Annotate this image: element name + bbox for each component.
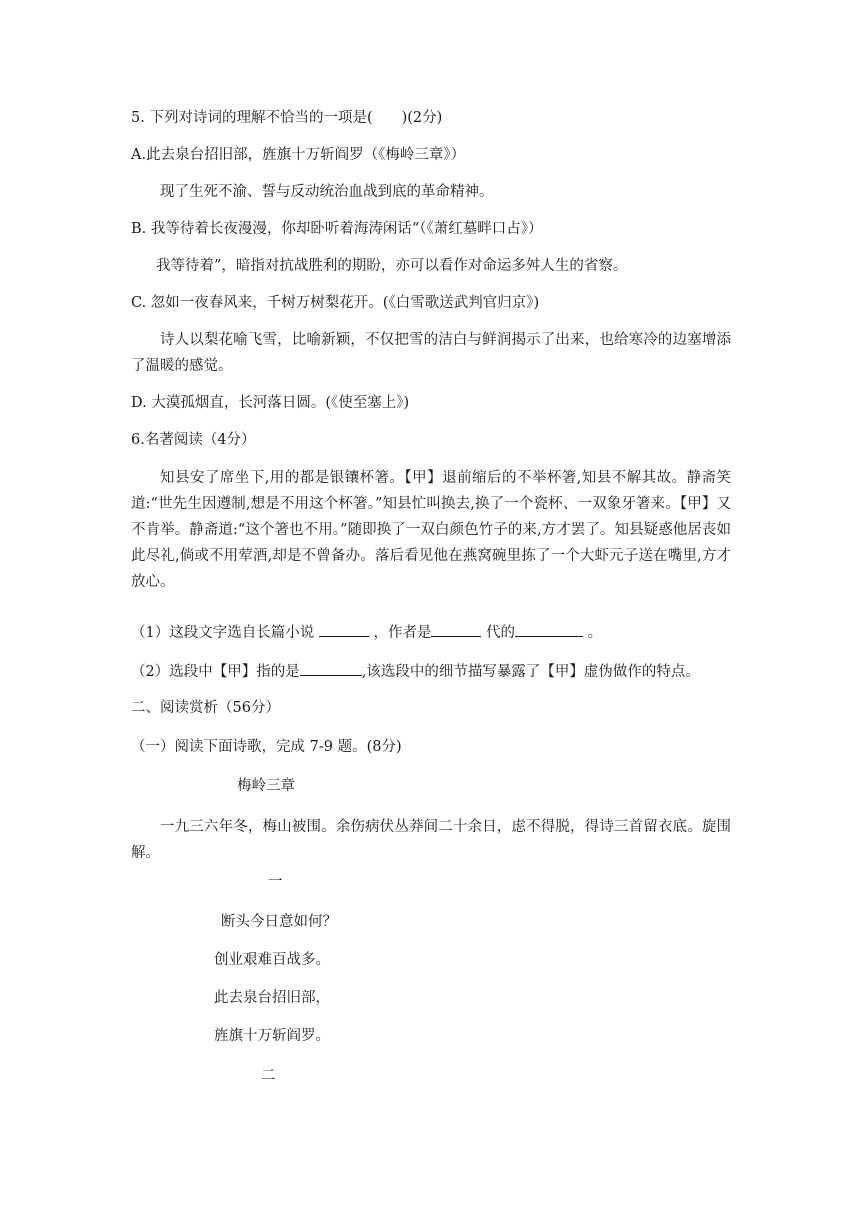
q5-option-b-explanation: 我等待着”，暗指对抗战胜利的期盼，亦可以看作对命运多舛人生的省察。 (156, 258, 628, 274)
poem-title: 梅岭三章 (237, 778, 295, 794)
poem-line-3: 此去泉台招旧部， (214, 990, 330, 1006)
q6-sub2-text-b: ,该选段中的细节描写暴露了【甲】虚伪做作的特点。 (361, 664, 700, 680)
q5-option-a-explanation: 现了生死不渝、誓与反动统治血战到底的革命精神。 (160, 184, 494, 200)
q6-passage: 知县安了席坐下,用的都是银镶杯箸。【甲】退前缩后的不举杯箸,知县不解其故。静斋笑道:“世先生因遵制,想是不用这个杯箸。”知县忙叫换去,换了一个瓷杯、一双象牙箸来。【甲】又不肯举。静斋道:“这个箸也不用。”随即换了一双白颜色竹子的来,方才罢了。知县疑惑他居丧如此尽礼,倘或不用荤酒,却是不曾备办。落后看见他在燕窝碗里拣了一个大虾元子送在嘴里,方才放心。 (131, 470, 731, 590)
poem-preface: 一九三六年冬，梅山被围。余伤病伏丛莽间二十余日，虑不得脱，得诗三首留衣底。旋围解。 (131, 819, 731, 861)
poem-line-1: 断头今日意如何？ (221, 914, 337, 930)
q5-option-c: C. 忽如一夜春风来，千树万树梨花开。(《白雪歌送武判官归京》) (131, 295, 540, 311)
poem-line-4: 旌旗十万斩阎罗。 (214, 1028, 330, 1044)
q6-sub2-text-a: （2）选段中【甲】指的是 (131, 664, 300, 680)
poem-section-number-2: 二 (261, 1068, 276, 1084)
section2-part1: （一）阅读下面诗歌，完成 7-9 题。(8分) (131, 739, 402, 755)
q6-sub1-text-c: 代的 (481, 625, 516, 641)
q6-sub2 (131, 659, 700, 682)
poem-line-2: 创业艰难百战多。 (214, 952, 330, 968)
q5-option-a: A.此去泉台招旧部，旌旗十万斩阎罗（《梅岭三章》） (131, 147, 466, 163)
q6-sub1-text-a: （1）这段文字选自长篇小说 (131, 625, 319, 641)
q6-sub1-text-b: ，作者是 (368, 625, 432, 641)
novel-title-blank[interactable] (319, 620, 369, 637)
poem-section-number-1: 一 (268, 874, 283, 890)
q5-stem: 5. 下列对诗词的理解不恰当的一项是( )(2分) (131, 110, 443, 126)
section2-title: 二、阅读赏析（56分） (131, 700, 280, 716)
q5-option-b: B. 我等待着长夜漫漫，你却卧听着海涛闲话“（《萧红墓畔口占》） (131, 221, 543, 237)
author-blank[interactable] (431, 620, 481, 637)
q5-option-d: D. 大漠孤烟直，长河落日圆。(《使至塞上》) (131, 395, 410, 411)
q6-sub1-text-d: 。 (583, 625, 603, 641)
q6-sub1 (131, 620, 602, 643)
q5-option-c-explanation: 诗人以梨花喻飞雪，比喻新颖，不仅把雪的洁白与鲜润揭示了出来，也给寒冷的边塞增添了温暖的感觉。 (131, 332, 731, 374)
q6-title: 6.名著阅读（4分） (131, 432, 256, 448)
dynasty-blank[interactable] (515, 620, 583, 637)
jia-blank[interactable] (300, 659, 362, 676)
